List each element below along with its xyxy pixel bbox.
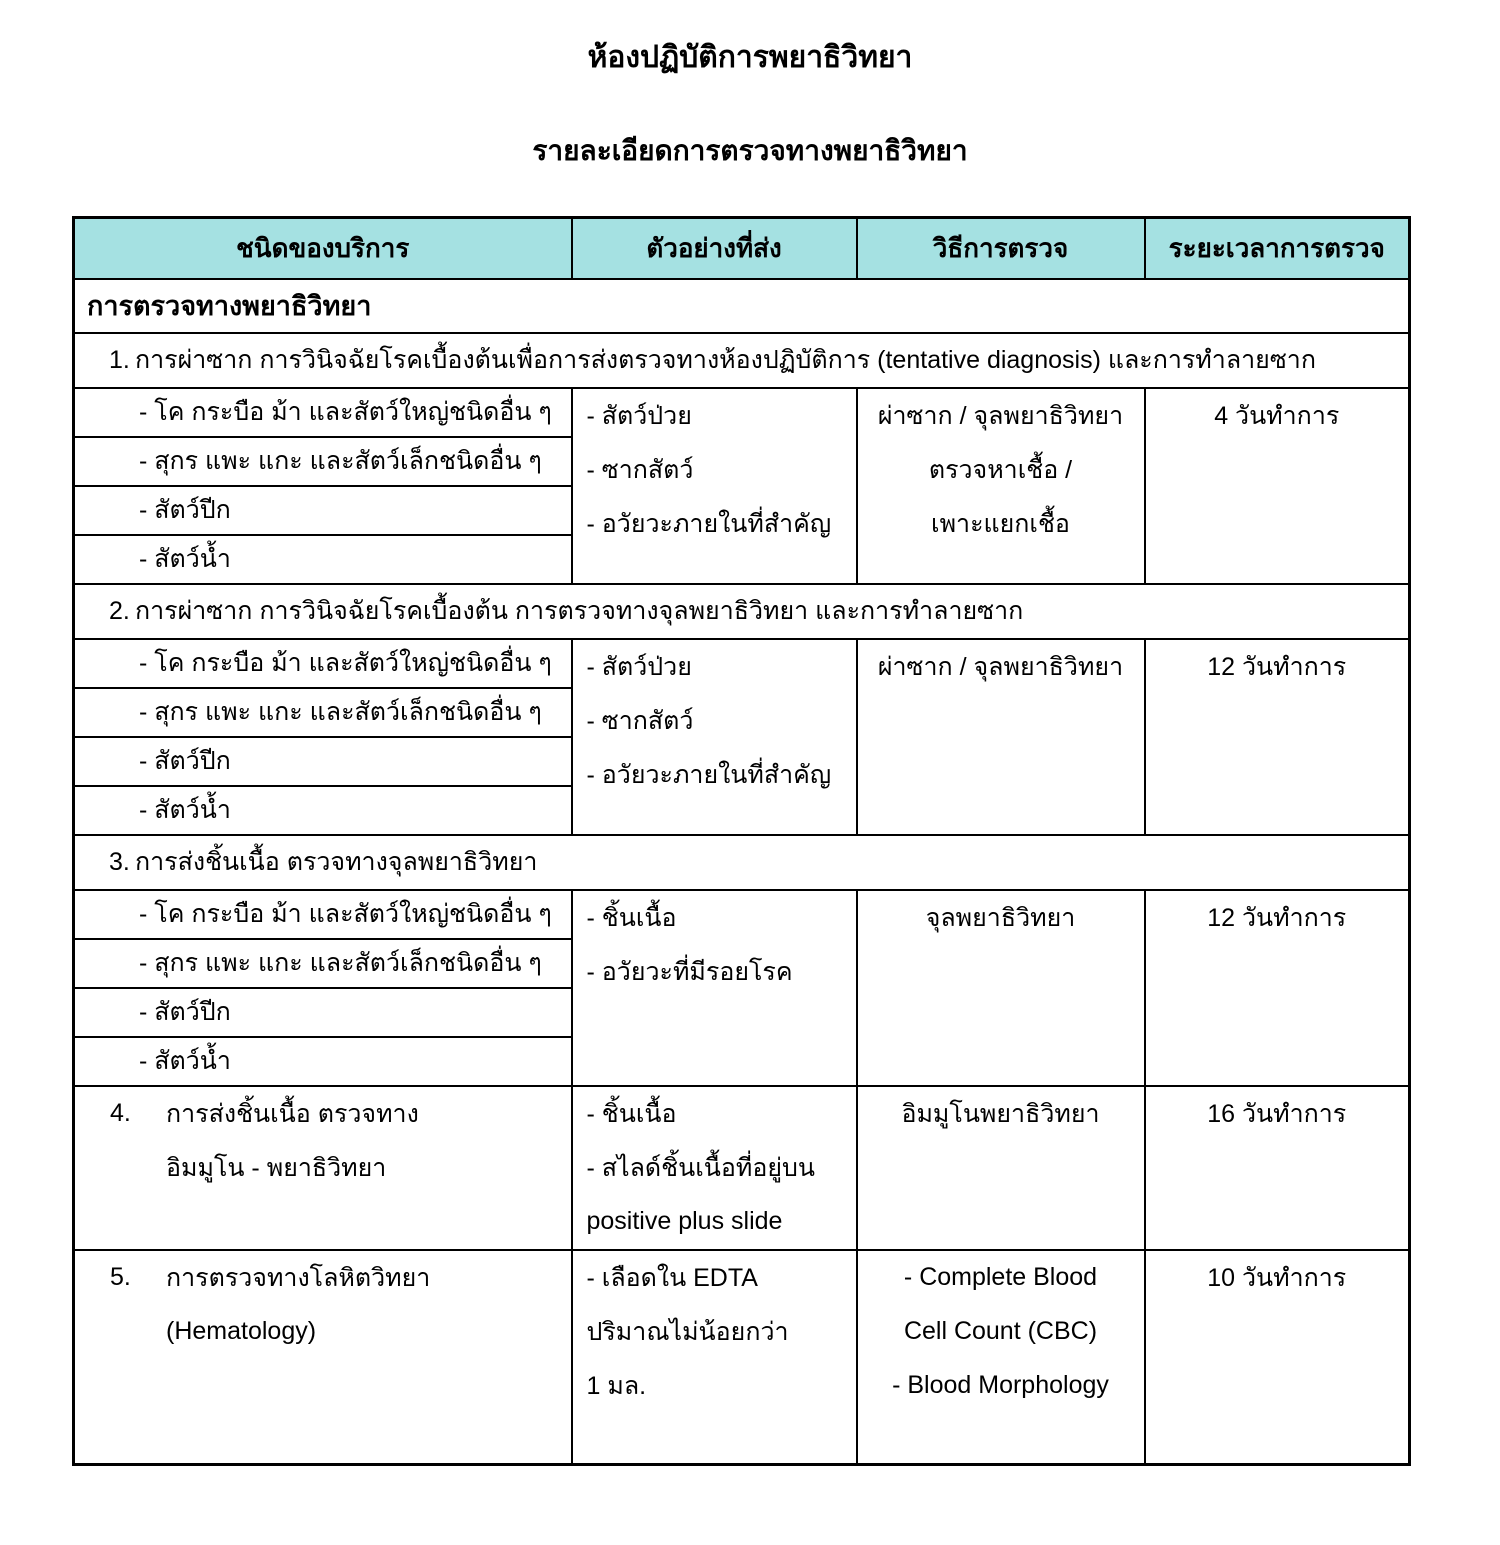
item4-title-text: การส่งชิ้นเนื้อ ตรวจทาง (166, 1099, 419, 1128)
method-line: ผ่าซาก / จุลพยาธิวิทยา (877, 652, 1124, 681)
page-subtitle: รายละเอียดการตรวจทางพยาธิวิทยา (532, 135, 968, 166)
item4-samples-cell (572, 1086, 857, 1250)
item4-title-line1 (110, 1087, 571, 1141)
header-service-type: ชนิดของบริการ (74, 218, 572, 279)
duration-value: 16 วันทำการ (1207, 1099, 1347, 1128)
duration-value: 4 วันทำการ (1214, 401, 1340, 430)
sample-line: - ชิ้นเนื้อ (586, 903, 677, 932)
service-small-animals: - สุกร แพะ แกะ และสัตว์เล็กชนิดอื่น ๆ (74, 939, 572, 988)
pathology-services-table (72, 216, 1411, 1466)
service-poultry: - สัตว์ปีก (74, 486, 572, 535)
item1-duration-cell (1145, 388, 1410, 584)
item2-methods-cell (857, 639, 1145, 835)
section-row (74, 279, 1410, 333)
item3-number: 3. (109, 848, 130, 876)
service-small-animals: - สุกร แพะ แกะ และสัตว์เล็กชนิดอื่น ๆ (74, 688, 572, 737)
item2-title-row (74, 584, 1410, 639)
header-exam-method: วิธีการตรวจ (857, 218, 1145, 279)
item1-samples-cell (572, 388, 857, 584)
item5-row (74, 1250, 1410, 1465)
item2-title-text: การผ่าซาก การวินิจฉัยโรคเบื้องต้น การตรวจทางจุลพยาธิวิทยา และการทำลายซาก (135, 597, 1024, 625)
method-line: Cell Count (CBC) (903, 1317, 1098, 1345)
service-poultry: - สัตว์ปีก (74, 737, 572, 786)
sample-line: - ซากสัตว์ (586, 455, 694, 484)
item2-samples-cell (572, 639, 857, 835)
service-large-animals: - โค กระบือ ม้า และสัตว์ใหญ่ชนิดอื่น ๆ (74, 388, 572, 437)
duration-value: 10 วันทำการ (1207, 1263, 1347, 1292)
item2-title (74, 584, 1410, 639)
method-line: - Blood Morphology (892, 1371, 1109, 1399)
method-line: - Complete Blood (903, 1263, 1098, 1291)
service-aquatic: - สัตว์น้ำ (74, 1037, 572, 1086)
service-aquatic: - สัตว์น้ำ (74, 786, 572, 835)
sample-line: - อวัยวะภายในที่สำคัญ (586, 509, 832, 538)
item4-service-cell (74, 1086, 572, 1250)
item4-duration-cell (1145, 1086, 1410, 1250)
item1-methods-cell (857, 388, 1145, 584)
sample-line: - อวัยวะที่มีรอยโรค (586, 957, 793, 986)
item1-row-large-animals (74, 388, 1410, 437)
item5-number: 5. (110, 1263, 131, 1291)
sample-line: - สไลด์ชิ้นเนื้อที่อยู่บน (586, 1153, 815, 1182)
sample-line: - เลือดใน EDTA (586, 1263, 758, 1292)
service-poultry: - สัตว์ปีก (74, 988, 572, 1037)
item4-methods-cell (857, 1086, 1145, 1250)
item3-title-row (74, 835, 1410, 890)
method-line: จุลพยาธิวิทยา (925, 903, 1076, 932)
duration-value: 12 วันทำการ (1207, 903, 1347, 932)
sample-line: - ชิ้นเนื้อ (586, 1099, 677, 1128)
item4-title-line2: อิมมูโน - พยาธิวิทยา (166, 1153, 387, 1182)
sample-line: ปริมาณไม่น้อยกว่า (586, 1317, 789, 1346)
item3-row-large-animals (74, 890, 1410, 939)
page-title: ห้องปฏิบัติการพยาธิวิทยา (587, 41, 913, 74)
sample-line: - สัตว์ป่วย (586, 401, 692, 430)
item5-title-line2: (Hematology) (166, 1317, 317, 1345)
item3-duration-cell (1145, 890, 1410, 1086)
service-large-animals: - โค กระบือ ม้า และสัตว์ใหญ่ชนิดอื่น ๆ (74, 890, 572, 939)
table-header-row (74, 218, 1410, 279)
item1-title-text: การผ่าซาก การวินิจฉัยโรคเบื้องต้นเพื่อการส่งตรวจทางห้องปฏิบัติการ (tentative diagnosis) และการทำลายซาก (135, 346, 1316, 374)
sample-line: - ซากสัตว์ (586, 706, 694, 735)
service-small-animals: - สุกร แพะ แกะ และสัตว์เล็กชนิดอื่น ๆ (74, 437, 572, 486)
item3-title (74, 835, 1410, 890)
item5-samples-cell (572, 1250, 857, 1465)
sample-line: - สัตว์ป่วย (586, 652, 692, 681)
item5-service-cell (74, 1250, 572, 1465)
item3-samples-cell (572, 890, 857, 1086)
item1-title-row (74, 333, 1410, 388)
item5-methods-cell (857, 1250, 1145, 1465)
item4-row (74, 1086, 1410, 1250)
method-line: ผ่าซาก / จุลพยาธิวิทยา (877, 401, 1124, 430)
item1-number: 1. (109, 346, 130, 374)
item1-title (74, 333, 1410, 388)
item5-title-line1 (110, 1251, 571, 1305)
item3-title-text: การส่งชิ้นเนื้อ ตรวจทางจุลพยาธิวิทยา (135, 848, 538, 876)
sample-line: - อวัยวะภายในที่สำคัญ (586, 760, 832, 789)
service-aquatic: - สัตว์น้ำ (74, 535, 572, 584)
sample-line: positive plus slide (586, 1207, 783, 1235)
item3-methods-cell (857, 890, 1145, 1086)
sample-line: 1 มล. (586, 1371, 647, 1400)
item5-title-text: การตรวจทางโลหิตวิทยา (166, 1263, 431, 1292)
item2-duration-cell (1145, 639, 1410, 835)
item2-row-large-animals (74, 639, 1410, 688)
duration-value: 12 วันทำการ (1207, 652, 1347, 681)
method-line: ตรวจหาเชื้อ / (928, 455, 1073, 484)
header-sample-sent: ตัวอย่างที่ส่ง (572, 218, 857, 279)
service-large-animals: - โค กระบือ ม้า และสัตว์ใหญ่ชนิดอื่น ๆ (74, 639, 572, 688)
item5-duration-cell (1145, 1250, 1410, 1465)
method-line: อิมมูโนพยาธิวิทยา (901, 1099, 1100, 1128)
item2-number: 2. (109, 597, 130, 625)
method-line: เพาะแยกเชื้อ (931, 509, 1070, 538)
section-title: การตรวจทางพยาธิวิทยา (74, 279, 1410, 333)
header-exam-duration: ระยะเวลาการตรวจ (1145, 218, 1410, 279)
item4-number: 4. (110, 1099, 131, 1127)
